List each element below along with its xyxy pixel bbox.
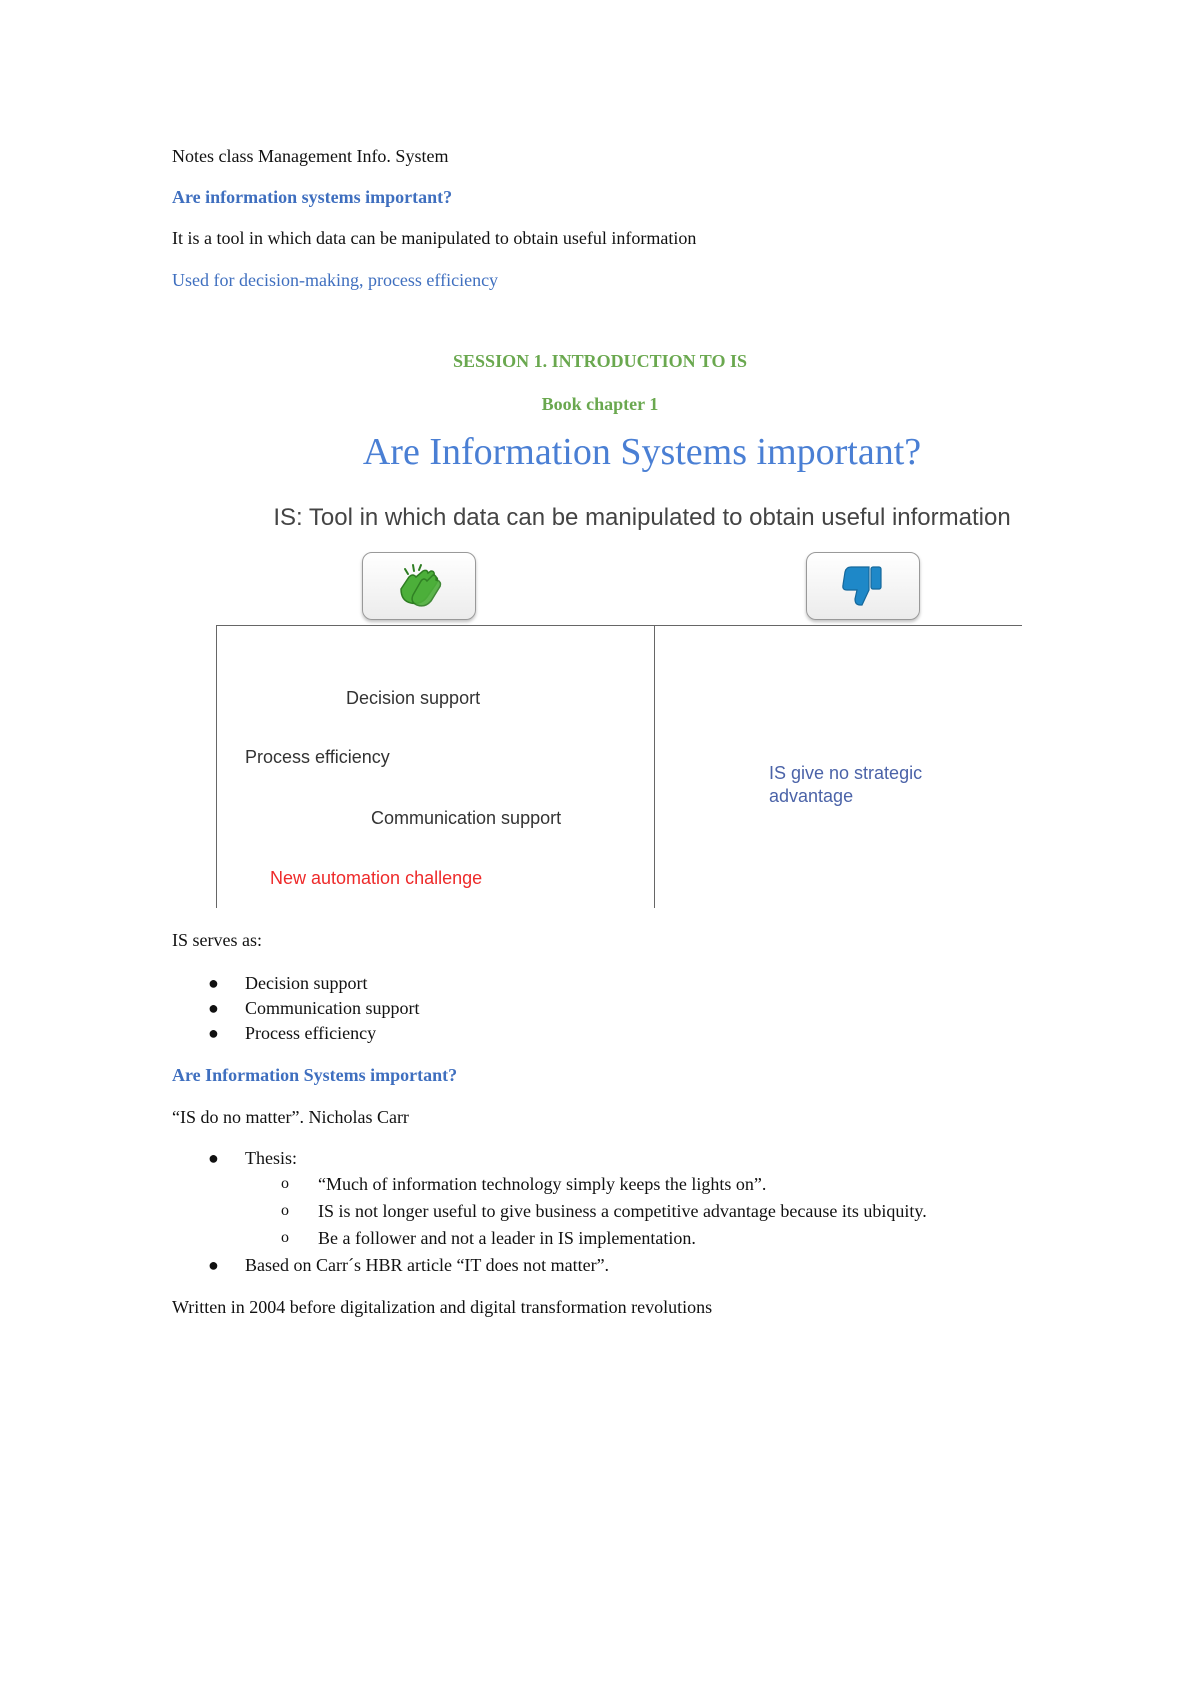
based-on-text: Based on Carr´s HBR article “IT does not matter”. — [245, 1255, 610, 1275]
uses-text: Used for decision-making, process efficiency — [172, 270, 499, 290]
slide-title: Are Information Systems important? — [362, 431, 922, 473]
carr-quote: “IS do no matter”. Nicholas Carr — [172, 1107, 409, 1127]
con-text-line1: IS give no strategic — [769, 763, 923, 783]
thesis-point: Be a follower and not a leader in IS implementation. — [318, 1228, 696, 1248]
book-chapter: Book chapter 1 — [541, 394, 659, 414]
bullet-icon: ● — [208, 998, 219, 1018]
con-text-line2: advantage — [769, 786, 854, 806]
heading-information-systems: Are information systems important? — [172, 187, 453, 207]
written-note: Written in 2004 before digitalization and digital transformation revolutions — [172, 1297, 713, 1317]
notes-title: Notes class Management Info. System — [172, 146, 449, 166]
list-item — [172, 1200, 927, 1227]
list-item — [172, 1173, 927, 1200]
con-no-strategic-advantage — [769, 762, 922, 808]
list-item-text: Process efficiency — [245, 1023, 377, 1043]
session-title: SESSION 1. INTRODUCTION TO IS — [453, 351, 747, 371]
pro-communication-support: Communication support — [371, 808, 562, 828]
list-item-text: Communication support — [245, 998, 420, 1018]
list-item-text: Decision support — [245, 973, 368, 993]
serves-list — [172, 972, 420, 1047]
thesis-label: Thesis: — [245, 1148, 297, 1168]
bullet-icon: ● — [208, 1023, 219, 1043]
thesis-point: IS is not longer useful to give business a competitive advantage because its ubiquity. — [318, 1201, 927, 1221]
circle-bullet-icon: o — [281, 1229, 289, 1246]
is-serves-intro: IS serves as: — [172, 930, 262, 950]
list-item — [172, 1022, 420, 1047]
list-item — [172, 1227, 927, 1254]
bullet-icon: ● — [208, 1148, 219, 1168]
list-item — [172, 1254, 609, 1279]
bullet-icon: ● — [208, 1255, 219, 1275]
slide-subtitle: IS: Tool in which data can be manipulated to obtain useful information — [273, 504, 1011, 531]
definition-text: It is a tool in which data can be manipulated to obtain useful information — [172, 228, 697, 248]
table-top-line — [216, 625, 1022, 626]
circle-bullet-icon: o — [281, 1175, 289, 1192]
list-item — [172, 972, 420, 997]
bullet-icon: ● — [208, 973, 219, 993]
list-item — [172, 1147, 297, 1172]
clap-button — [362, 552, 476, 620]
table-middle-line — [654, 625, 655, 908]
pro-automation-challenge: New automation challenge — [270, 868, 483, 888]
heading-carr: Are Information Systems important? — [172, 1065, 458, 1085]
pro-decision-support: Decision support — [346, 688, 481, 708]
slide-image — [172, 430, 1022, 908]
circle-bullet-icon: o — [281, 1202, 289, 1219]
thesis-point: “Much of information technology simply keeps the lights on”. — [318, 1174, 767, 1194]
pro-process-efficiency: Process efficiency — [245, 747, 390, 767]
list-item — [172, 997, 420, 1022]
thumbs-down-button — [806, 552, 920, 620]
clapping-hands-icon — [393, 559, 445, 611]
thumbs-down-icon — [837, 559, 889, 611]
thesis-points — [172, 1173, 927, 1254]
table-left-line — [216, 625, 217, 908]
based-on-list — [172, 1254, 609, 1279]
thesis-list — [172, 1147, 297, 1172]
